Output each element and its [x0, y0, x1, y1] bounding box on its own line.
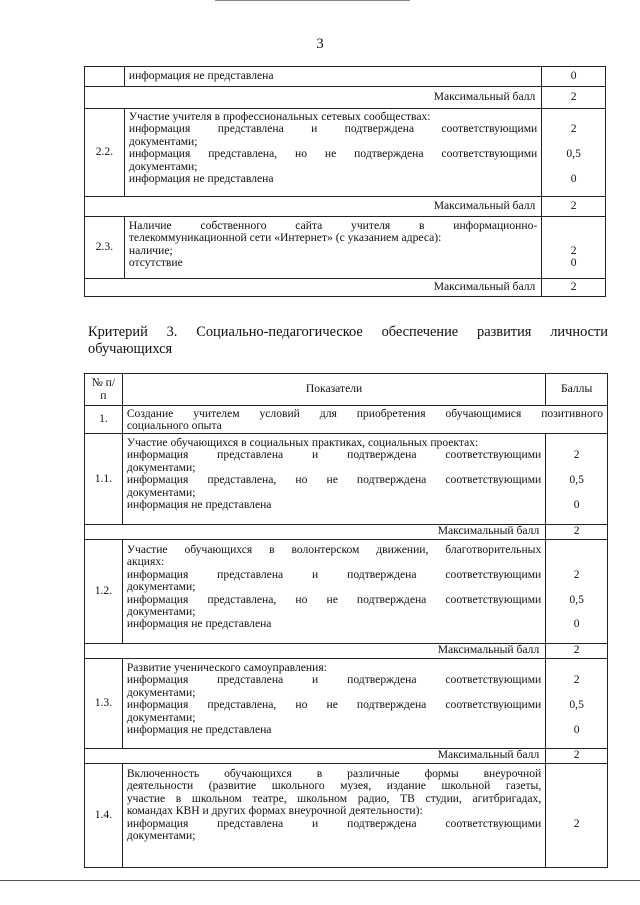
- option-text: информация не представлена: [126, 498, 272, 512]
- score-value: 0: [570, 256, 577, 270]
- option-text: информация представлена, но не подтверждена соответствующими: [126, 592, 542, 606]
- score-value: 0,5: [569, 698, 584, 712]
- column-header-number: № п/п: [85, 374, 123, 406]
- indicator-title: Участие учителя в профессиональных сетевых сообществах:: [128, 110, 431, 123]
- option-text: документами;: [126, 685, 196, 699]
- indicator-title: телекоммуникационной сети «Интернет» (с указанием адреса):: [128, 231, 442, 245]
- score-value: 0: [573, 722, 580, 736]
- score-value: 2: [573, 816, 580, 830]
- scores-cell: [542, 217, 606, 279]
- indicator-cell: [122, 540, 545, 644]
- option-text: информация представлена и подтверждена соответствующими: [126, 673, 542, 687]
- max-score-value: 2: [546, 644, 608, 659]
- row-number: 1.3.: [85, 659, 123, 749]
- option-text: документами;: [128, 159, 198, 173]
- score-value: 2: [573, 567, 580, 581]
- criterion-2-table-continued: [84, 66, 606, 297]
- score-value: 0,5: [569, 592, 584, 606]
- option-text: документами;: [126, 580, 196, 594]
- option-text: информация представлена и подтверждена соответствующими: [126, 816, 542, 830]
- option-text: документами;: [126, 605, 196, 619]
- max-score-label: Максимальный балл: [85, 197, 542, 217]
- indicator-title: Участие обучающихся в социальных практиках, социальных проектах:: [126, 436, 479, 449]
- scores-cell: [546, 659, 608, 749]
- option-text: документами;: [126, 710, 196, 724]
- table-row: [85, 434, 608, 525]
- max-score-label: Максимальный балл: [85, 279, 542, 297]
- criterion-heading: [88, 324, 608, 358]
- row-number: 2.2.: [85, 109, 125, 197]
- page-number: 3: [316, 36, 324, 52]
- option-text: информация не представлена: [126, 617, 272, 631]
- option-text: документами;: [126, 460, 196, 474]
- score-value: 0,5: [566, 147, 581, 161]
- indicator-title: Развитие ученического самоуправления:: [126, 661, 327, 674]
- indicator-cell: [122, 406, 607, 434]
- criterion-title-line: обучающихся: [88, 341, 173, 357]
- option-text: документами;: [128, 134, 198, 148]
- max-score-row: [85, 525, 608, 540]
- max-score-value: 2: [542, 279, 606, 297]
- option-text: информация представлена, но не подтверждена соответствующими: [126, 698, 542, 712]
- option-text: информация не представлена: [126, 723, 272, 737]
- max-score-label: Максимальный балл: [85, 525, 546, 540]
- option-text: документами;: [126, 485, 196, 499]
- score-value: 2: [573, 673, 580, 687]
- max-score-label: Максимальный балл: [85, 749, 546, 764]
- scores-cell: [542, 109, 606, 197]
- max-score-value: 2: [542, 197, 606, 217]
- criterion-3-table: [84, 373, 608, 868]
- criterion-title-line: Критерий 3. Социально-педагогическое обеспечение развития личности: [88, 324, 608, 340]
- indicator-title: Создание учителем условий для приобретения обучающимися позитивного: [126, 407, 603, 420]
- column-header-indicators: Показатели: [122, 374, 545, 406]
- row-number: 1.: [85, 406, 123, 434]
- option-text: информация представлена, но не подтверждена соответствующими: [128, 147, 538, 161]
- score-value: 2: [570, 243, 577, 257]
- indicator-title: социального опыта: [126, 419, 222, 433]
- row-number: 1.2.: [85, 540, 123, 644]
- bottom-edge-line: [0, 880, 640, 881]
- table-row: [85, 659, 608, 749]
- option-text: документами;: [126, 829, 196, 843]
- max-score-value: 2: [542, 87, 606, 109]
- option-text: информация не представлена: [128, 172, 274, 186]
- max-score-row: [85, 749, 608, 764]
- table-header-row: [85, 374, 608, 406]
- indicator-title: Включенность обучающихся в различные формы внеурочной: [126, 767, 542, 780]
- table-row: [85, 67, 606, 87]
- indicator-text: информация не представлена: [124, 67, 541, 87]
- score-cell: 0: [542, 67, 606, 87]
- indicator-title: Наличие собственного сайта учителя в информационно-: [128, 219, 538, 232]
- score-value: 2: [573, 448, 580, 462]
- option-text: информация представлена, но не подтверждена соответствующими: [126, 473, 542, 487]
- max-score-row: [85, 279, 606, 297]
- table-row: [85, 764, 608, 868]
- score-value: 0,5: [569, 473, 584, 487]
- max-score-label: Максимальный балл: [85, 644, 546, 659]
- table-row: [85, 109, 606, 197]
- row-number: 2.3.: [85, 217, 125, 279]
- scores-cell: [546, 764, 608, 868]
- option-text: наличие;: [128, 243, 173, 257]
- table-row: [85, 540, 608, 644]
- row-number: 1.1.: [85, 434, 123, 525]
- max-score-row: [85, 87, 606, 109]
- max-score-row: [85, 197, 606, 217]
- max-score-row: [85, 644, 608, 659]
- column-header-points: Баллы: [546, 374, 608, 406]
- indicator-title: командах КВН и других формах внеурочной деятельности):: [126, 804, 423, 818]
- scores-cell: [546, 434, 608, 525]
- indicator-title: участие в школьном театре, школьном радио, ТВ студии, агитбригадах,: [126, 791, 542, 805]
- top-edge-line: [215, 0, 410, 1]
- indicator-title: Участие обучающихся в волонтерском движении, благотворительных: [126, 543, 542, 556]
- indicator-title: акциях:: [126, 555, 165, 569]
- indicator-cell: [122, 659, 545, 749]
- max-score-label: Максимальный балл: [85, 87, 542, 109]
- table-row: [85, 217, 606, 279]
- option-text: информация представлена и подтверждена соответствующими: [126, 567, 542, 581]
- scores-cell: [546, 540, 608, 644]
- option-text: отсутствие: [128, 256, 183, 270]
- score-value: 0: [573, 497, 580, 511]
- option-text: информация представлена и подтверждена соответствующими: [126, 448, 542, 462]
- score-value: 2: [570, 122, 577, 136]
- indicator-cell: [122, 434, 545, 525]
- score-value: 0: [573, 617, 580, 631]
- table-row: [85, 406, 608, 434]
- row-number: 1.4.: [85, 764, 123, 868]
- indicator-cell: [122, 764, 545, 868]
- indicator-cell: [124, 109, 541, 197]
- option-text: информация представлена и подтверждена соответствующими: [128, 122, 538, 136]
- indicator-title: деятельности (развитие школьного музея, издание школьной газеты,: [126, 779, 542, 793]
- indicator-cell: [124, 217, 541, 279]
- max-score-value: 2: [546, 525, 608, 540]
- max-score-value: 2: [546, 749, 608, 764]
- score-value: 0: [570, 171, 577, 185]
